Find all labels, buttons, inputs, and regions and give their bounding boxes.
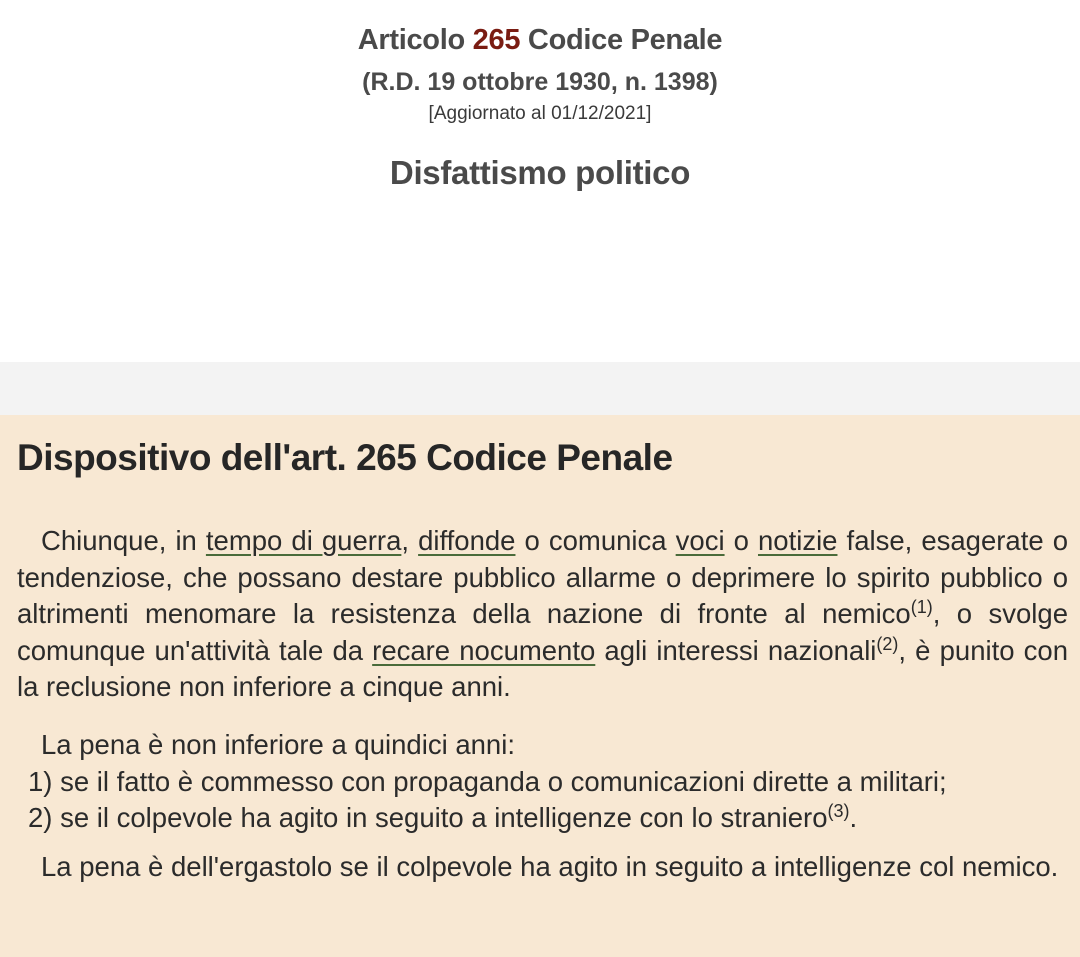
paragraph-2 [17, 727, 1068, 837]
paragraph-2-intro: La pena è non inferiore a quindici anni: [41, 729, 515, 760]
list-item-2 [17, 800, 1068, 837]
dispositivo-panel [0, 415, 1080, 957]
article-title [0, 24, 1080, 57]
text-run: Chiunque, in [41, 525, 206, 556]
link-notizie[interactable]: notizie [757, 525, 838, 556]
text-run: false, esagerate o tendenziose, che possano destare pubblico allarme o deprimere lo spirito pubblico o altrimenti menomare la resistenza della nazione di fronte al nemico [17, 525, 1069, 629]
text-run: o comunica [515, 525, 676, 556]
list-item-2-end: . [849, 802, 858, 833]
text-run: , [401, 525, 419, 556]
updated-date: [Aggiornato al 01/12/2021] [428, 103, 652, 124]
article-header [0, 0, 1080, 362]
list-item-2-text: 2) se il colpevole ha agito in seguito a intelligenze con lo straniero [28, 802, 828, 833]
title-suffix: Codice Penale [527, 24, 723, 56]
paragraph-3: La pena è dell'ergastolo se il colpevole ha agito in seguito a intelligenze col nemico. [41, 851, 1059, 882]
footnote-ref-1[interactable]: (1) [910, 596, 933, 617]
list-item-1: 1) se il fatto è commesso con propaganda o comunicazioni dirette a militari; [28, 765, 947, 797]
article-rubric: Disfattismo politico [389, 154, 691, 191]
link-recare-nocumento[interactable]: recare nocumento [372, 634, 596, 666]
panel-title: Dispositivo dell'art. 265 Codice Penale [17, 437, 673, 478]
text-run: o [724, 525, 758, 556]
link-voci[interactable]: voci [675, 525, 725, 556]
article-subtitle: (R.D. 19 ottobre 1930, n. 1398) [362, 68, 718, 96]
text-run: agli interessi nazionali [595, 634, 877, 666]
link-diffonde[interactable]: diffonde [418, 525, 516, 556]
title-prefix: Articolo [357, 24, 465, 56]
paragraph-1 [17, 523, 1068, 706]
footnote-ref-3[interactable]: (3) [827, 800, 850, 821]
link-tempo-di-guerra[interactable]: tempo di guerra [205, 525, 402, 556]
article-number: 265 [472, 24, 521, 56]
text-run: , o svolge comunque un'attività tale da [17, 598, 1068, 666]
section-divider [0, 362, 1080, 415]
footnote-ref-2[interactable]: (2) [876, 633, 899, 654]
text-run: , è punito con la reclusione non inferiore a cinque anni. [17, 634, 1068, 702]
